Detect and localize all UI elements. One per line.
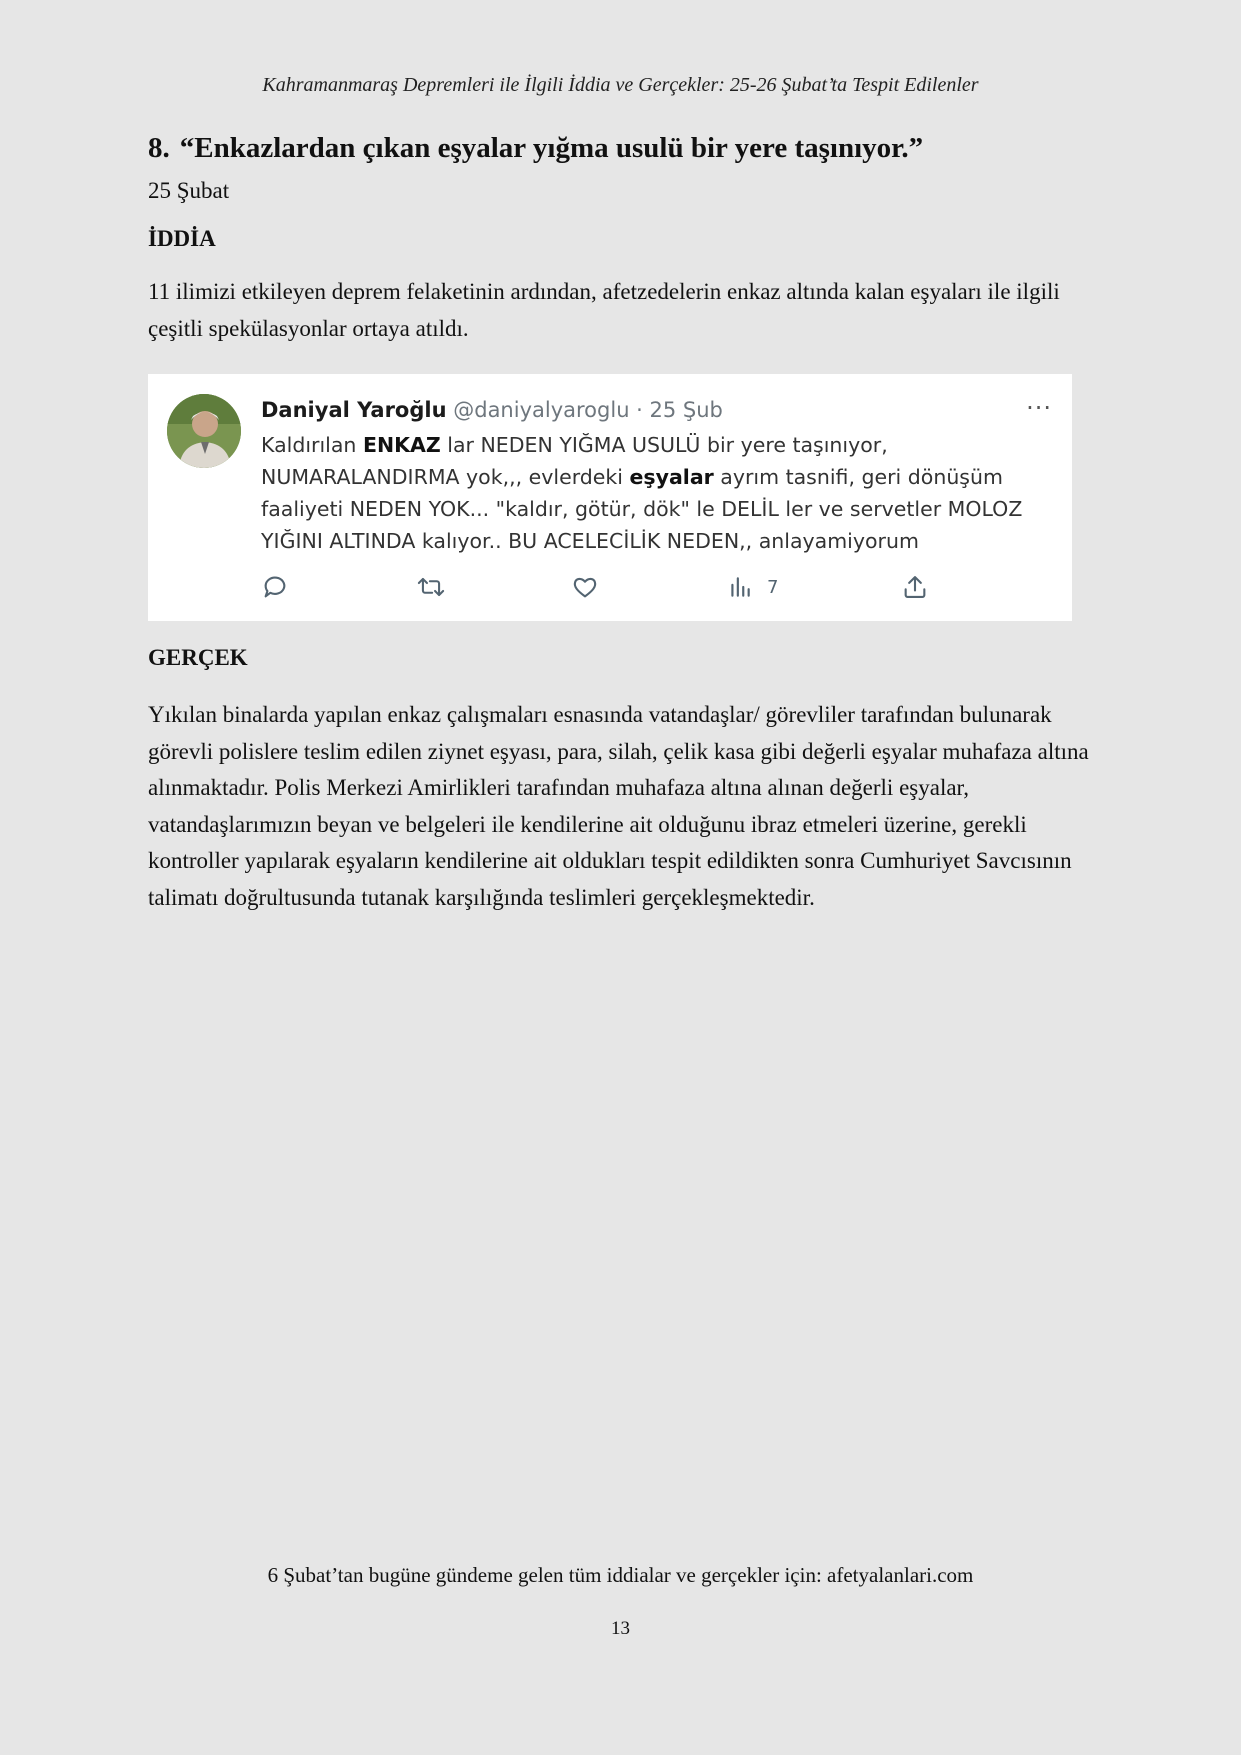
fact-heading: GERÇEK [148,645,248,670]
views-button[interactable] [727,572,778,602]
article-number: 8. [148,132,170,164]
article-top [148,128,1093,347]
tweet-author-name: Daniyal Yaroğlu [261,398,447,422]
avatar-photo-icon [167,394,241,468]
retweet-icon [416,573,446,601]
tweet-text-bold: eşyalar [629,465,714,489]
more-options-icon[interactable]: ··· [1026,394,1052,422]
fact-text: Yıkılan binalarda yapılan enkaz çalışmaları esnasında vatandaşlar/ görevliler tarafından bulunarak görevli polislere teslim edilen ziynet eşyası, para, silah, çelik kasa gibi değerli eşyalar muhafaza altına alınmaktadır. Polis Merkezi Amirlikleri tarafından muhafaza altına alınan değerli eşyalar, vatandaşlarımızın beyan ve belgeleri ile kendilerine ait olduğunu ibraz etmeleri üzerine, gerekli kontroller yapılarak eşyaların kendilerine ait oldukları tespit edildikten sonra Cumhuriyet Savcısının talimatı doğrultusunda tutanak karşılığında teslimleri gerçekleşmektedir. [148,702,1089,910]
tweet-text-part: Kaldırılan [261,433,363,457]
tweet-header [261,398,723,422]
tweet-actions [261,572,1051,602]
views-icon [727,574,753,600]
reply-button[interactable] [261,572,289,602]
tweet-text-part: lar NEDEN YIĞMA USULÜ bir yere taşınıyor, NUMARALANDIRMA yok,,, evlerdeki [261,433,888,489]
retweet-button[interactable] [416,572,446,602]
like-button[interactable] [571,572,599,602]
article-title [148,128,1093,168]
footer-note: 6 Şubat’tan bugüne gündeme gelen tüm iddialar ve gerçekler için: afetyalanlari.com [267,1563,974,1587]
reply-icon [261,573,289,601]
claim-heading: İDDİA [148,226,216,251]
tweet-handle-date: @daniyalyaroglu · 25 Şub [453,398,723,422]
claim-text: 11 ilimizi etkileyen deprem felaketinin ardından, afetzedelerin enkaz altında kalan eşyaları ile ilgili çeşitli spekülasyonlar ortaya atıldı. [148,279,1060,341]
fact-section [148,643,1098,916]
like-icon [571,573,599,601]
tweet-text-part: ayrım tasnifi, geri dönüşüm faaliyeti NEDEN YOK... "kaldır, götür, dök" le DELİL ler ve servetler MOLOZ YIĞINI ALTINDA kalıyor.. BU ACELECİLİK NEDEN,, anlayamiyorum [261,465,1023,553]
tweet-screenshot [148,374,1072,621]
share-button[interactable] [901,572,929,602]
article-title-text: “Enkazlardan çıkan eşyalar yığma usulü bir yere taşınıyor.” [179,132,924,164]
running-header: Kahramanmaraş Depremleri ile İlgili İddia ve Gerçekler: 25-26 Şubat’ta Tespit Edilenler [262,74,979,96]
tweet-text [261,429,1051,557]
views-count: 7 [767,576,779,598]
share-icon [901,573,929,601]
page-number: 13 [611,1618,630,1639]
article-date: 25 Şubat [148,178,230,203]
tweet-text-bold: ENKAZ [362,433,441,457]
avatar [167,394,241,468]
